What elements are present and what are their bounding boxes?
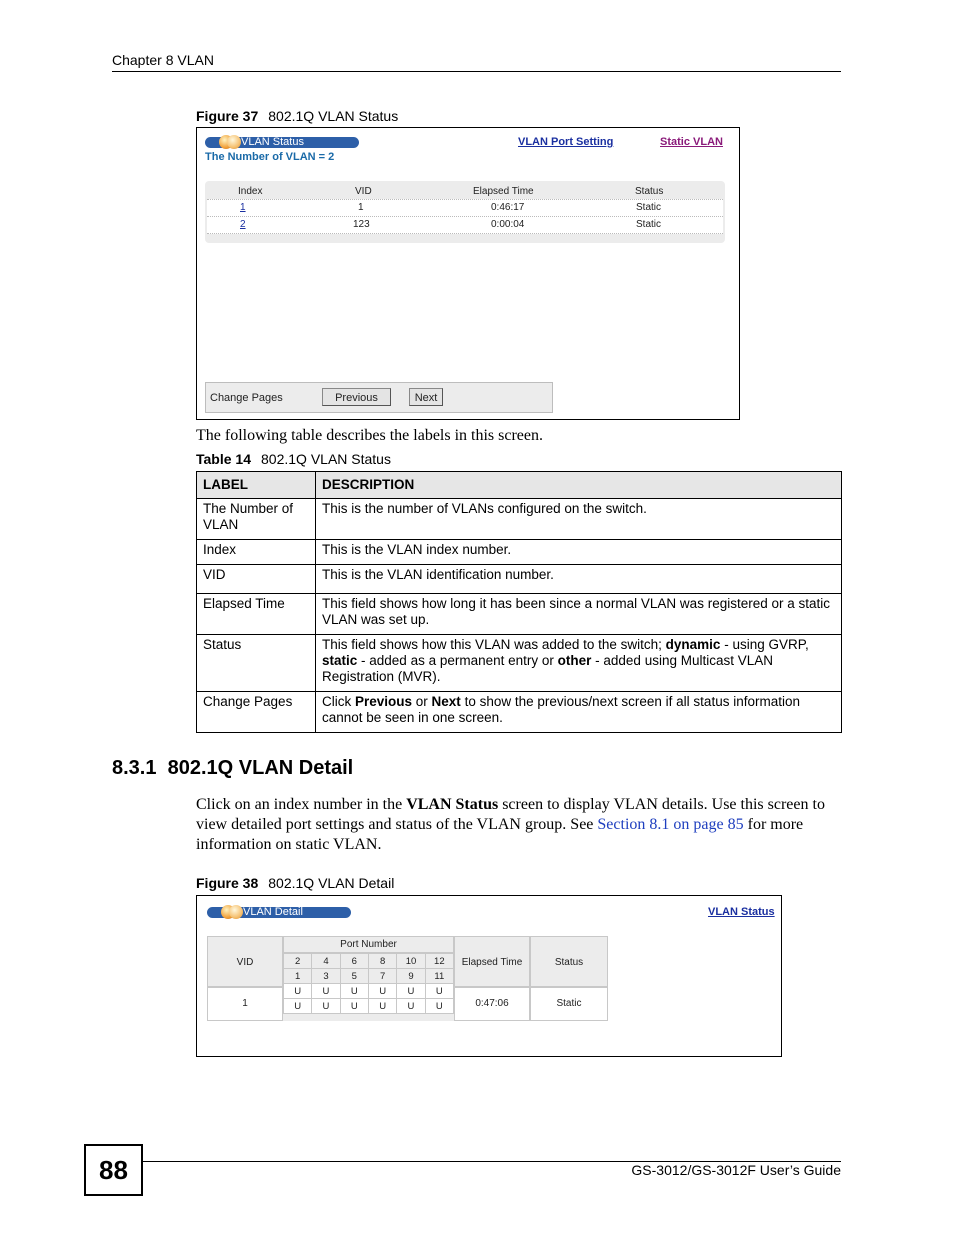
even-ports-row — [284, 954, 454, 969]
table14-title: 802.1Q VLAN Status — [261, 451, 391, 467]
col-status-header: Status — [635, 186, 664, 197]
desc-bold: static — [322, 653, 358, 668]
vlan-detail-screenshot — [196, 895, 782, 1057]
row-description — [316, 635, 842, 692]
table-row — [197, 565, 842, 594]
desc-text: - added using Multicast VLAN Registration (MVR). — [322, 653, 773, 684]
previous-button[interactable]: Previous — [322, 388, 391, 406]
vid-value: 123 — [353, 219, 370, 230]
section-number: 8.3.1 — [112, 757, 157, 779]
port-label: 11 — [425, 969, 453, 984]
port-setting: U — [368, 999, 396, 1014]
row-description: This field shows how long it has been since a normal VLAN was registered or a static VLAN was set up. — [316, 594, 842, 635]
row-description — [316, 692, 842, 733]
status-value: Static — [530, 987, 608, 1021]
desc-text: This field shows how this VLAN was added to the switch; — [322, 637, 666, 652]
port-label: 12 — [425, 954, 453, 969]
intro-text: The following table describes the labels in this screen. — [196, 427, 544, 444]
desc-text: Click — [322, 694, 355, 709]
desc-bold: other — [557, 653, 592, 668]
row-description: This is the number of VLANs configured on the switch. — [316, 499, 842, 540]
desc-text: or — [412, 694, 432, 709]
port-setting: U — [312, 999, 340, 1014]
desc-bold: dynamic — [665, 637, 721, 652]
desc-text: - using GVRP, — [720, 637, 809, 652]
row-label: Status — [197, 635, 316, 692]
port-label: 1 — [284, 969, 312, 984]
vid-value: 1 — [358, 202, 364, 213]
port-label: 10 — [397, 954, 425, 969]
figure38-caption — [196, 875, 394, 891]
port-grid — [283, 953, 454, 1014]
col-elapsed-header: Elapsed Time — [473, 186, 534, 197]
status-value: Static — [636, 219, 662, 230]
index-link[interactable]: 2 — [240, 219, 246, 230]
table-header-row — [197, 472, 842, 499]
row-label: VID — [197, 565, 316, 594]
port-setting: U — [284, 999, 312, 1014]
figure37-caption — [196, 108, 398, 124]
para-text: screen to display VLAN details. Use this screen to view detailed port settings and status of the VLAN group. See — [196, 796, 825, 833]
para-bold: VLAN Status — [406, 796, 499, 813]
table-row — [207, 199, 723, 216]
odd-ports-row — [284, 969, 454, 984]
vlan-detail-title: VLAN Detail — [243, 906, 303, 918]
row-label: Index — [197, 540, 316, 565]
desc-bold: Previous — [355, 694, 413, 709]
vid-value: 1 — [207, 987, 283, 1021]
port-setting: U — [425, 999, 453, 1014]
change-pages-bar — [205, 382, 553, 413]
vlan-port-setting-link[interactable]: VLAN Port Setting — [518, 136, 614, 148]
col-vid-header: VID — [355, 186, 372, 197]
header-rule — [112, 71, 841, 72]
table14-caption — [196, 451, 391, 467]
vlan-status-title: VLAN Status — [241, 136, 304, 148]
col-index-header: Index — [238, 186, 263, 197]
port-label: 5 — [340, 969, 368, 984]
para-text: for more information on static VLAN. — [196, 816, 804, 853]
next-button[interactable]: Next — [409, 388, 443, 406]
vlan-count-text: The Number of VLAN = 2 — [205, 151, 335, 163]
row-label: Elapsed Time — [197, 594, 316, 635]
description-column-header: DESCRIPTION — [316, 472, 842, 499]
port-label: 8 — [368, 954, 396, 969]
table-row — [197, 635, 842, 692]
port-label: 4 — [312, 954, 340, 969]
index-link[interactable]: 1 — [240, 202, 246, 213]
desc-text: - added as a permanent entry or — [357, 653, 558, 668]
vlan-status-title-bar — [205, 137, 359, 148]
vlan-status-screenshot — [196, 127, 740, 420]
section-title: 802.1Q VLAN Detail — [167, 757, 354, 779]
desc-text: to show the previous/next screen if all status information cannot be seen in one screen. — [322, 694, 800, 725]
vlan-detail-title-bar — [207, 907, 351, 918]
section-crossref-link[interactable]: Section 8.1 on page 85 — [597, 816, 744, 833]
port-setting: U — [340, 999, 368, 1014]
orb-icon — [227, 135, 241, 149]
page-number: 88 — [84, 1144, 143, 1196]
status-value: Static — [636, 202, 662, 213]
chapter-header: Chapter 8 VLAN — [112, 52, 214, 68]
section-paragraph — [196, 795, 846, 855]
label-column-header: LABEL — [197, 472, 316, 499]
port-setting: U — [425, 984, 453, 999]
elapsed-value: 0:47:06 — [454, 987, 530, 1021]
port-label: 6 — [340, 954, 368, 969]
table-row — [197, 692, 842, 733]
port-label: 9 — [397, 969, 425, 984]
change-pages-label: Change Pages — [210, 392, 283, 404]
label-description-table — [196, 471, 842, 733]
port-label: 3 — [312, 969, 340, 984]
row-label: The Number of VLAN — [197, 499, 316, 540]
port-setting-row — [284, 984, 454, 999]
vlan-status-table — [205, 181, 725, 243]
elapsed-value: 0:00:04 — [491, 219, 525, 230]
section-heading — [112, 757, 353, 780]
port-label: 7 — [368, 969, 396, 984]
vid-header: VID — [207, 936, 283, 987]
figure38-label: Figure 38 — [196, 875, 259, 891]
port-setting: U — [340, 984, 368, 999]
table-row — [197, 594, 842, 635]
row-label: Change Pages — [197, 692, 316, 733]
port-setting: U — [368, 984, 396, 999]
status-header: Status — [530, 936, 608, 987]
figure37-label: Figure 37 — [196, 108, 259, 124]
port-label: 2 — [284, 954, 312, 969]
row-description: This is the VLAN identification number. — [316, 565, 842, 594]
port-setting: U — [397, 984, 425, 999]
port-number-header: Port Number — [283, 936, 454, 953]
orb-icon — [229, 905, 243, 919]
vlan-status-link[interactable]: VLAN Status — [708, 906, 775, 918]
desc-bold: Next — [431, 694, 461, 709]
table-row — [197, 499, 842, 540]
table-row — [207, 216, 723, 234]
port-setting-row — [284, 999, 454, 1014]
guide-title: GS-3012/GS-3012F User’s Guide — [631, 1162, 841, 1178]
vlan-detail-table — [207, 936, 608, 1021]
port-setting: U — [397, 999, 425, 1014]
row-description: This is the VLAN index number. — [316, 540, 842, 565]
para-text: Click on an index number in the — [196, 796, 407, 813]
elapsed-value: 0:46:17 — [491, 202, 525, 213]
figure38-title: 802.1Q VLAN Detail — [268, 875, 395, 891]
figure37-title: 802.1Q VLAN Status — [268, 108, 399, 124]
port-setting: U — [284, 984, 312, 999]
port-setting: U — [312, 984, 340, 999]
static-vlan-link[interactable]: Static VLAN — [660, 136, 723, 148]
elapsed-header: Elapsed Time — [454, 936, 530, 987]
table-row — [197, 540, 842, 565]
table14-label: Table 14 — [196, 451, 251, 467]
